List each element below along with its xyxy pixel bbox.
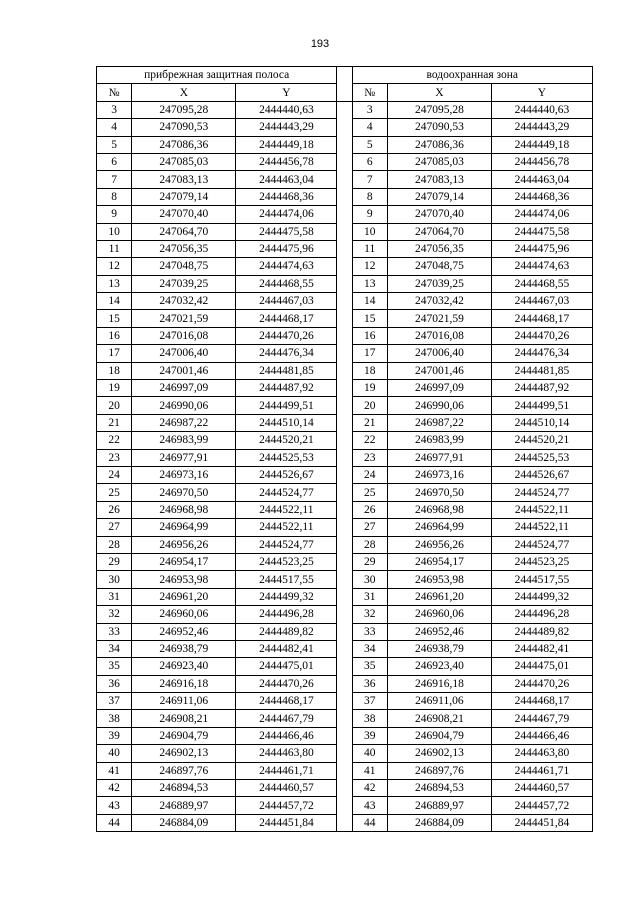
left-cell-x: 247079,14 [132,188,236,205]
right-cell-y: 2444463,80 [491,745,592,762]
right-cell-num: 24 [352,466,387,483]
left-cell-num: 18 [97,362,132,379]
left-cell-num: 43 [97,797,132,814]
left-cell-y: 2444468,17 [236,693,337,710]
left-cell-y: 2444456,78 [236,153,337,170]
left-cell-y: 2444467,03 [236,293,337,310]
left-cell-y: 2444468,36 [236,188,337,205]
right-section-title: водоохранная зона [352,67,592,84]
right-cell-x: 246973,16 [387,466,491,483]
right-cell-x: 247086,36 [387,136,491,153]
left-cell-num: 28 [97,536,132,553]
right-cell-x: 246990,06 [387,397,491,414]
left-cell-x: 247056,35 [132,240,236,257]
right-cell-num: 14 [352,293,387,310]
right-cell-x: 246952,46 [387,623,491,640]
left-cell-x: 246902,13 [132,745,236,762]
right-cell-x: 247032,42 [387,293,491,310]
right-cell-y: 2444475,96 [491,240,592,257]
coordinates-table [96,66,593,832]
left-cell-x: 247048,75 [132,258,236,275]
right-cell-num: 32 [352,606,387,623]
right-cell-x: 246961,20 [387,588,491,605]
right-cell-y: 2444525,53 [491,449,592,466]
left-cell-y: 2444510,14 [236,414,337,431]
right-cell-num: 15 [352,310,387,327]
right-cell-x: 246902,13 [387,745,491,762]
left-cell-x: 246961,20 [132,588,236,605]
left-cell-y: 2444463,80 [236,745,337,762]
left-cell-num: 42 [97,780,132,797]
right-cell-y: 2444524,77 [491,536,592,553]
left-cell-y: 2444522,11 [236,519,337,536]
left-cell-num: 6 [97,153,132,170]
right-cell-y: 2444468,55 [491,275,592,292]
left-cell-num: 14 [97,293,132,310]
right-cell-x: 246911,06 [387,693,491,710]
left-cell-x: 246956,26 [132,536,236,553]
left-cell-y: 2444460,57 [236,780,337,797]
left-cell-x: 246987,22 [132,414,236,431]
right-cell-y: 2444526,67 [491,466,592,483]
right-cell-x: 246884,09 [387,814,491,831]
section-title-row [97,67,593,84]
left-cell-num: 29 [97,553,132,570]
left-cell-num: 8 [97,188,132,205]
left-cell-y: 2444467,79 [236,710,337,727]
left-cell-y: 2444520,21 [236,432,337,449]
left-cell-num: 5 [97,136,132,153]
left-cell-num: 34 [97,640,132,657]
right-cell-y: 2444482,41 [491,640,592,657]
right-cell-y: 2444467,03 [491,293,592,310]
right-cell-y: 2444522,11 [491,501,592,518]
left-cell-y: 2444517,55 [236,571,337,588]
left-cell-num: 39 [97,727,132,744]
left-cell-y: 2444482,41 [236,640,337,657]
right-cell-y: 2444499,32 [491,588,592,605]
left-cell-num: 17 [97,345,132,362]
right-cell-x: 247095,28 [387,101,491,118]
left-cell-x: 246953,98 [132,571,236,588]
right-cell-num: 16 [352,327,387,344]
right-cell-num: 9 [352,206,387,223]
left-cell-x: 246968,98 [132,501,236,518]
left-cell-num: 23 [97,449,132,466]
right-cell-num: 42 [352,780,387,797]
right-cell-num: 38 [352,710,387,727]
left-cell-x: 247086,36 [132,136,236,153]
right-cell-x: 246894,53 [387,780,491,797]
left-cell-num: 31 [97,588,132,605]
right-cell-x: 247079,14 [387,188,491,205]
column-gap [337,101,352,831]
right-cell-x: 246954,17 [387,553,491,570]
left-cell-y: 2444526,67 [236,466,337,483]
right-cell-x: 247064,70 [387,223,491,240]
right-cell-x: 246916,18 [387,675,491,692]
left-cell-num: 19 [97,380,132,397]
left-cell-y: 2444470,26 [236,675,337,692]
left-cell-num: 10 [97,223,132,240]
right-cell-y: 2444520,21 [491,432,592,449]
right-cell-y: 2444466,46 [491,727,592,744]
left-cell-x: 247095,28 [132,101,236,118]
left-cell-num: 21 [97,414,132,431]
right-cell-y: 2444456,78 [491,153,592,170]
right-cell-num: 11 [352,240,387,257]
right-cell-x: 246977,91 [387,449,491,466]
left-cell-x: 246897,76 [132,762,236,779]
left-header-y: Y [236,84,337,101]
right-cell-num: 28 [352,536,387,553]
right-cell-x: 247085,03 [387,153,491,170]
right-cell-x: 246904,79 [387,727,491,744]
left-cell-x: 246960,06 [132,606,236,623]
column-gap [337,67,352,102]
right-cell-x: 247048,75 [387,258,491,275]
right-cell-num: 6 [352,153,387,170]
left-cell-x: 246938,79 [132,640,236,657]
right-cell-num: 31 [352,588,387,605]
left-cell-num: 4 [97,119,132,136]
right-cell-y: 2444474,63 [491,258,592,275]
right-cell-num: 40 [352,745,387,762]
left-cell-y: 2444474,63 [236,258,337,275]
right-cell-x: 247021,59 [387,310,491,327]
right-cell-num: 17 [352,345,387,362]
right-cell-num: 20 [352,397,387,414]
right-cell-x: 246889,97 [387,797,491,814]
left-cell-num: 44 [97,814,132,831]
right-cell-num: 27 [352,519,387,536]
left-cell-num: 36 [97,675,132,692]
left-cell-num: 25 [97,484,132,501]
left-cell-num: 35 [97,658,132,675]
right-cell-num: 12 [352,258,387,275]
left-cell-x: 247064,70 [132,223,236,240]
left-cell-y: 2444451,84 [236,814,337,831]
left-cell-y: 2444524,77 [236,536,337,553]
right-cell-y: 2444470,26 [491,675,592,692]
left-cell-y: 2444461,71 [236,762,337,779]
right-cell-num: 30 [352,571,387,588]
right-cell-y: 2444517,55 [491,571,592,588]
right-cell-num: 23 [352,449,387,466]
right-cell-num: 8 [352,188,387,205]
right-cell-num: 4 [352,119,387,136]
left-cell-x: 246990,06 [132,397,236,414]
left-cell-num: 7 [97,171,132,188]
right-cell-x: 246953,98 [387,571,491,588]
left-cell-x: 247070,40 [132,206,236,223]
right-cell-x: 246960,06 [387,606,491,623]
right-cell-y: 2444467,79 [491,710,592,727]
left-cell-x: 246983,99 [132,432,236,449]
left-cell-x: 246916,18 [132,675,236,692]
left-cell-y: 2444449,18 [236,136,337,153]
right-cell-y: 2444461,71 [491,762,592,779]
left-cell-x: 247083,13 [132,171,236,188]
right-cell-x: 247083,13 [387,171,491,188]
right-cell-y: 2444470,26 [491,327,592,344]
right-cell-num: 22 [352,432,387,449]
right-cell-y: 2444451,84 [491,814,592,831]
left-cell-y: 2444522,11 [236,501,337,518]
left-cell-x: 246889,97 [132,797,236,814]
right-cell-y: 2444487,92 [491,380,592,397]
right-cell-x: 246968,98 [387,501,491,518]
right-cell-x: 246997,09 [387,380,491,397]
right-cell-y: 2444510,14 [491,414,592,431]
right-cell-num: 34 [352,640,387,657]
left-cell-num: 15 [97,310,132,327]
right-cell-x: 246923,40 [387,658,491,675]
right-cell-y: 2444460,57 [491,780,592,797]
right-cell-x: 247090,53 [387,119,491,136]
left-cell-x: 246884,09 [132,814,236,831]
right-cell-y: 2444523,25 [491,553,592,570]
left-cell-y: 2444499,32 [236,588,337,605]
left-cell-y: 2444475,58 [236,223,337,240]
page-number: 193 [310,38,330,50]
left-cell-y: 2444468,55 [236,275,337,292]
left-cell-num: 27 [97,519,132,536]
right-cell-y: 2444449,18 [491,136,592,153]
left-header-num: № [97,84,132,101]
right-cell-num: 36 [352,675,387,692]
right-cell-y: 2444499,51 [491,397,592,414]
right-cell-x: 246987,22 [387,414,491,431]
right-cell-num: 19 [352,380,387,397]
right-cell-num: 43 [352,797,387,814]
right-cell-y: 2444468,17 [491,693,592,710]
left-cell-x: 246977,91 [132,449,236,466]
right-cell-num: 25 [352,484,387,501]
right-cell-num: 10 [352,223,387,240]
left-cell-y: 2444524,77 [236,484,337,501]
left-cell-x: 247021,59 [132,310,236,327]
right-cell-x: 246956,26 [387,536,491,553]
right-cell-x: 247070,40 [387,206,491,223]
left-cell-num: 22 [97,432,132,449]
left-cell-num: 32 [97,606,132,623]
right-cell-y: 2444468,17 [491,310,592,327]
right-cell-x: 247039,25 [387,275,491,292]
left-cell-x: 246952,46 [132,623,236,640]
left-cell-y: 2444466,46 [236,727,337,744]
left-cell-num: 12 [97,258,132,275]
right-cell-y: 2444489,82 [491,623,592,640]
right-cell-y: 2444457,72 [491,797,592,814]
left-cell-y: 2444481,85 [236,362,337,379]
left-cell-num: 3 [97,101,132,118]
right-cell-num: 18 [352,362,387,379]
left-cell-num: 9 [97,206,132,223]
left-cell-y: 2444476,34 [236,345,337,362]
left-cell-y: 2444470,26 [236,327,337,344]
left-cell-num: 37 [97,693,132,710]
left-cell-x: 246964,99 [132,519,236,536]
right-cell-y: 2444524,77 [491,484,592,501]
right-cell-x: 246964,99 [387,519,491,536]
left-cell-y: 2444499,51 [236,397,337,414]
left-cell-x: 247006,40 [132,345,236,362]
left-cell-num: 33 [97,623,132,640]
left-cell-y: 2444463,04 [236,171,337,188]
right-cell-num: 33 [352,623,387,640]
left-cell-y: 2444443,29 [236,119,337,136]
left-header-x: X [132,84,236,101]
right-cell-y: 2444468,36 [491,188,592,205]
left-cell-x: 247085,03 [132,153,236,170]
left-cell-num: 24 [97,466,132,483]
right-cell-x: 246938,79 [387,640,491,657]
right-cell-x: 247001,46 [387,362,491,379]
left-cell-num: 16 [97,327,132,344]
right-cell-x: 247016,08 [387,327,491,344]
right-cell-x: 247006,40 [387,345,491,362]
left-cell-num: 38 [97,710,132,727]
left-cell-num: 41 [97,762,132,779]
right-cell-num: 3 [352,101,387,118]
right-cell-y: 2444481,85 [491,362,592,379]
right-header-x: X [387,84,491,101]
right-cell-num: 37 [352,693,387,710]
right-cell-x: 246897,76 [387,762,491,779]
right-cell-num: 35 [352,658,387,675]
left-cell-y: 2444468,17 [236,310,337,327]
right-cell-y: 2444522,11 [491,519,592,536]
right-header-y: Y [491,84,592,101]
left-cell-y: 2444475,96 [236,240,337,257]
left-cell-num: 40 [97,745,132,762]
right-cell-x: 246908,21 [387,710,491,727]
left-cell-y: 2444496,28 [236,606,337,623]
left-cell-num: 30 [97,571,132,588]
left-cell-x: 247016,08 [132,327,236,344]
left-cell-num: 13 [97,275,132,292]
left-cell-x: 247090,53 [132,119,236,136]
left-cell-x: 247039,25 [132,275,236,292]
left-cell-y: 2444489,82 [236,623,337,640]
left-cell-num: 26 [97,501,132,518]
right-cell-x: 246983,99 [387,432,491,449]
left-cell-x: 247001,46 [132,362,236,379]
left-cell-x: 246908,21 [132,710,236,727]
right-cell-num: 26 [352,501,387,518]
right-cell-num: 41 [352,762,387,779]
left-cell-x: 246923,40 [132,658,236,675]
right-cell-y: 2444475,01 [491,658,592,675]
left-cell-x: 247032,42 [132,293,236,310]
right-cell-num: 7 [352,171,387,188]
right-header-num: № [352,84,387,101]
left-cell-y: 2444457,72 [236,797,337,814]
right-cell-y: 2444475,58 [491,223,592,240]
left-cell-x: 246894,53 [132,780,236,797]
right-cell-y: 2444440,63 [491,101,592,118]
right-cell-y: 2444443,29 [491,119,592,136]
left-cell-num: 11 [97,240,132,257]
right-cell-num: 13 [352,275,387,292]
table-row [97,101,593,118]
right-cell-y: 2444496,28 [491,606,592,623]
left-cell-y: 2444440,63 [236,101,337,118]
left-cell-y: 2444475,01 [236,658,337,675]
right-cell-num: 39 [352,727,387,744]
right-cell-num: 29 [352,553,387,570]
right-cell-num: 21 [352,414,387,431]
right-cell-num: 5 [352,136,387,153]
right-cell-x: 246970,50 [387,484,491,501]
right-cell-num: 44 [352,814,387,831]
left-section-title: прибрежная защитная полоса [97,67,337,84]
right-cell-x: 247056,35 [387,240,491,257]
right-cell-y: 2444474,06 [491,206,592,223]
left-cell-y: 2444487,92 [236,380,337,397]
right-cell-y: 2444463,04 [491,171,592,188]
left-cell-x: 246904,79 [132,727,236,744]
left-cell-x: 246970,50 [132,484,236,501]
left-cell-y: 2444523,25 [236,553,337,570]
left-cell-x: 246997,09 [132,380,236,397]
left-cell-x: 246911,06 [132,693,236,710]
left-cell-num: 20 [97,397,132,414]
left-cell-x: 246954,17 [132,553,236,570]
left-cell-y: 2444474,06 [236,206,337,223]
left-cell-y: 2444525,53 [236,449,337,466]
left-cell-x: 246973,16 [132,466,236,483]
right-cell-y: 2444476,34 [491,345,592,362]
